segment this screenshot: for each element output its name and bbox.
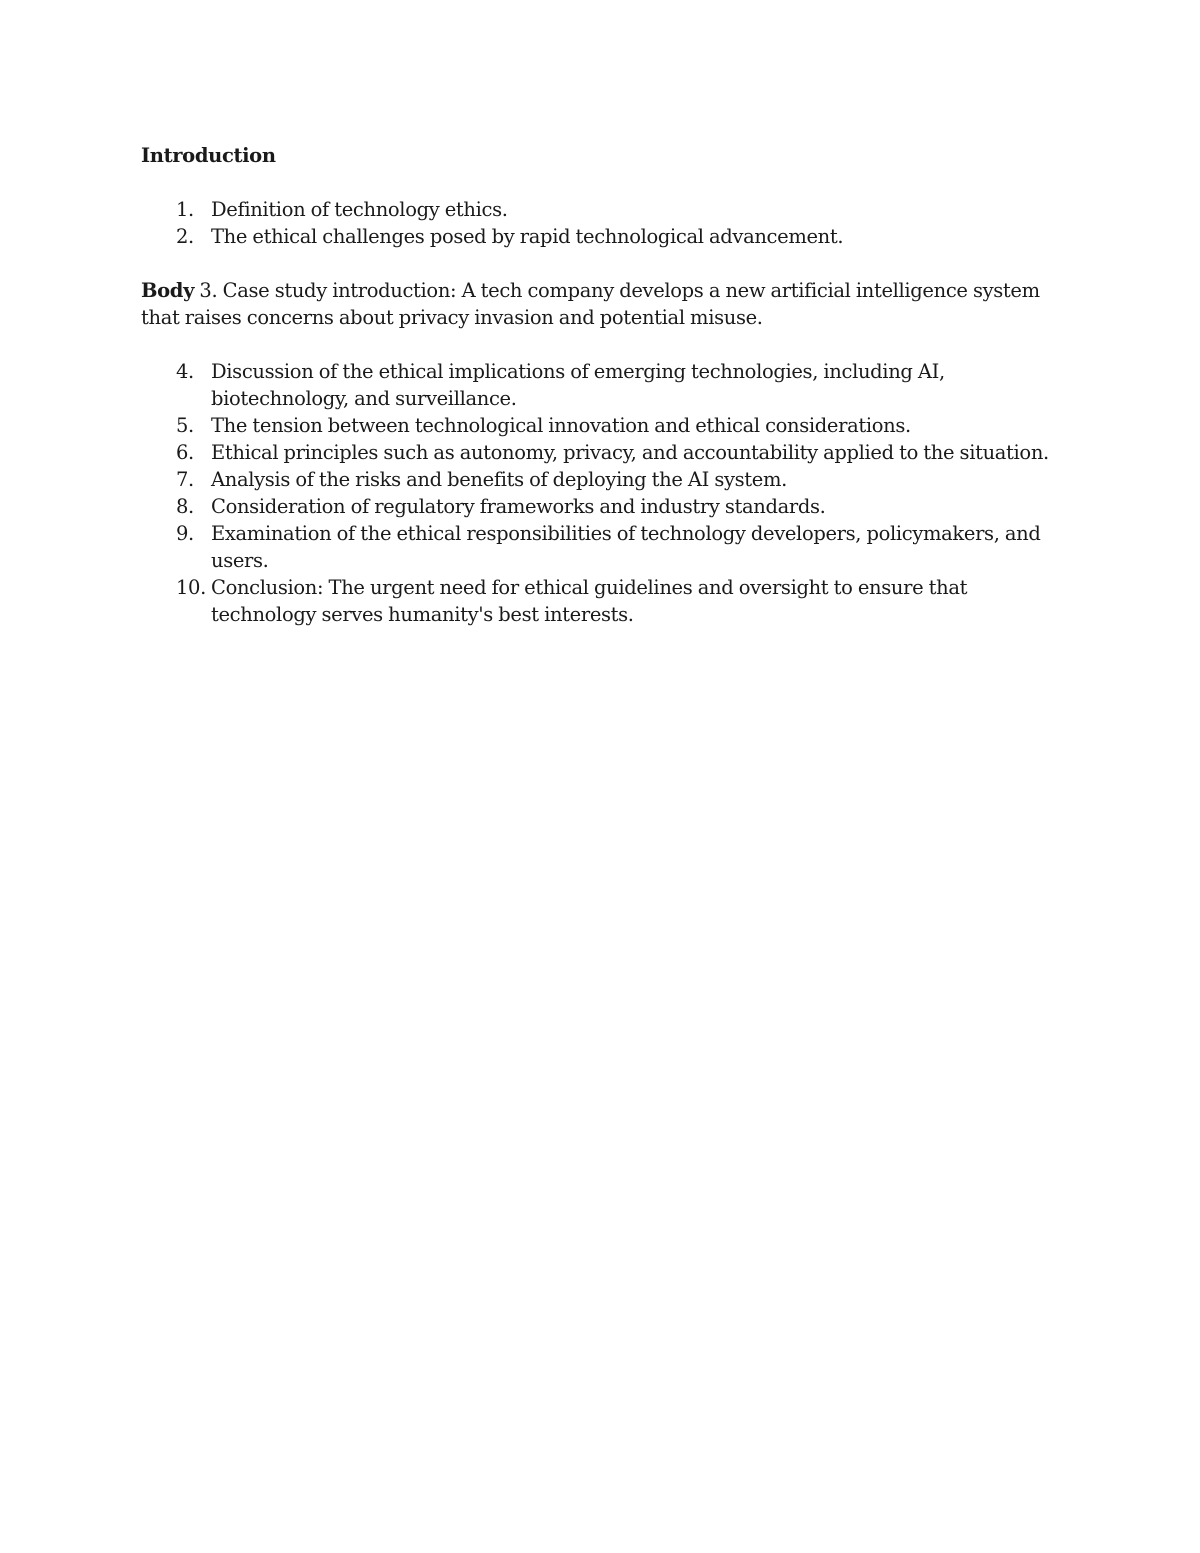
list-item-number: 2. [176, 225, 194, 248]
list-item-text: Ethical principles such as autonomy, privacy, and accountability applied to the situation. [211, 441, 1049, 464]
list-item-number: 9. [176, 522, 194, 545]
list-item-number: 1. [176, 198, 194, 221]
list-item-number: 7. [176, 468, 194, 491]
list-item-text: Consideration of regulatory frameworks and industry standards. [211, 495, 826, 518]
body-list [141, 358, 1061, 628]
list-item [141, 358, 1061, 412]
introduction-heading: Introduction [141, 144, 276, 167]
body-paragraph-text: 3. Case study introduction: A tech company develops a new artificial intelligence system that raises concerns about privacy invasion and potential misuse. [141, 279, 1040, 329]
list-item [141, 196, 1061, 223]
body-paragraph [141, 277, 1046, 331]
list-item [141, 520, 1061, 574]
list-item-text: Discussion of the ethical implications of emerging technologies, including AI, biotechnology, and surveillance. [211, 360, 945, 410]
list-item [141, 466, 1061, 493]
list-item-number: 10. [176, 576, 206, 599]
list-item-number: 6. [176, 441, 194, 464]
list-item [141, 574, 1061, 628]
list-item-text: Examination of the ethical responsibilities of technology developers, policymakers, and users. [211, 522, 1041, 572]
introduction-list [141, 196, 1061, 250]
list-item [141, 412, 1061, 439]
list-item-text: Definition of technology ethics. [211, 198, 508, 221]
document-content [141, 142, 1061, 628]
list-item-number: 8. [176, 495, 194, 518]
list-item [141, 439, 1061, 466]
list-item-number: 5. [176, 414, 194, 437]
list-item-text: Conclusion: The urgent need for ethical guidelines and oversight to ensure that technology serves humanity's best interests. [211, 576, 968, 626]
list-item-text: The tension between technological innovation and ethical considerations. [211, 414, 911, 437]
list-item-text: The ethical challenges posed by rapid technological advancement. [211, 225, 844, 248]
list-item [141, 493, 1061, 520]
list-item [141, 223, 1061, 250]
list-item-text: Analysis of the risks and benefits of deploying the AI system. [211, 468, 787, 491]
list-item-number: 4. [176, 360, 194, 383]
body-label: Body [141, 279, 195, 302]
